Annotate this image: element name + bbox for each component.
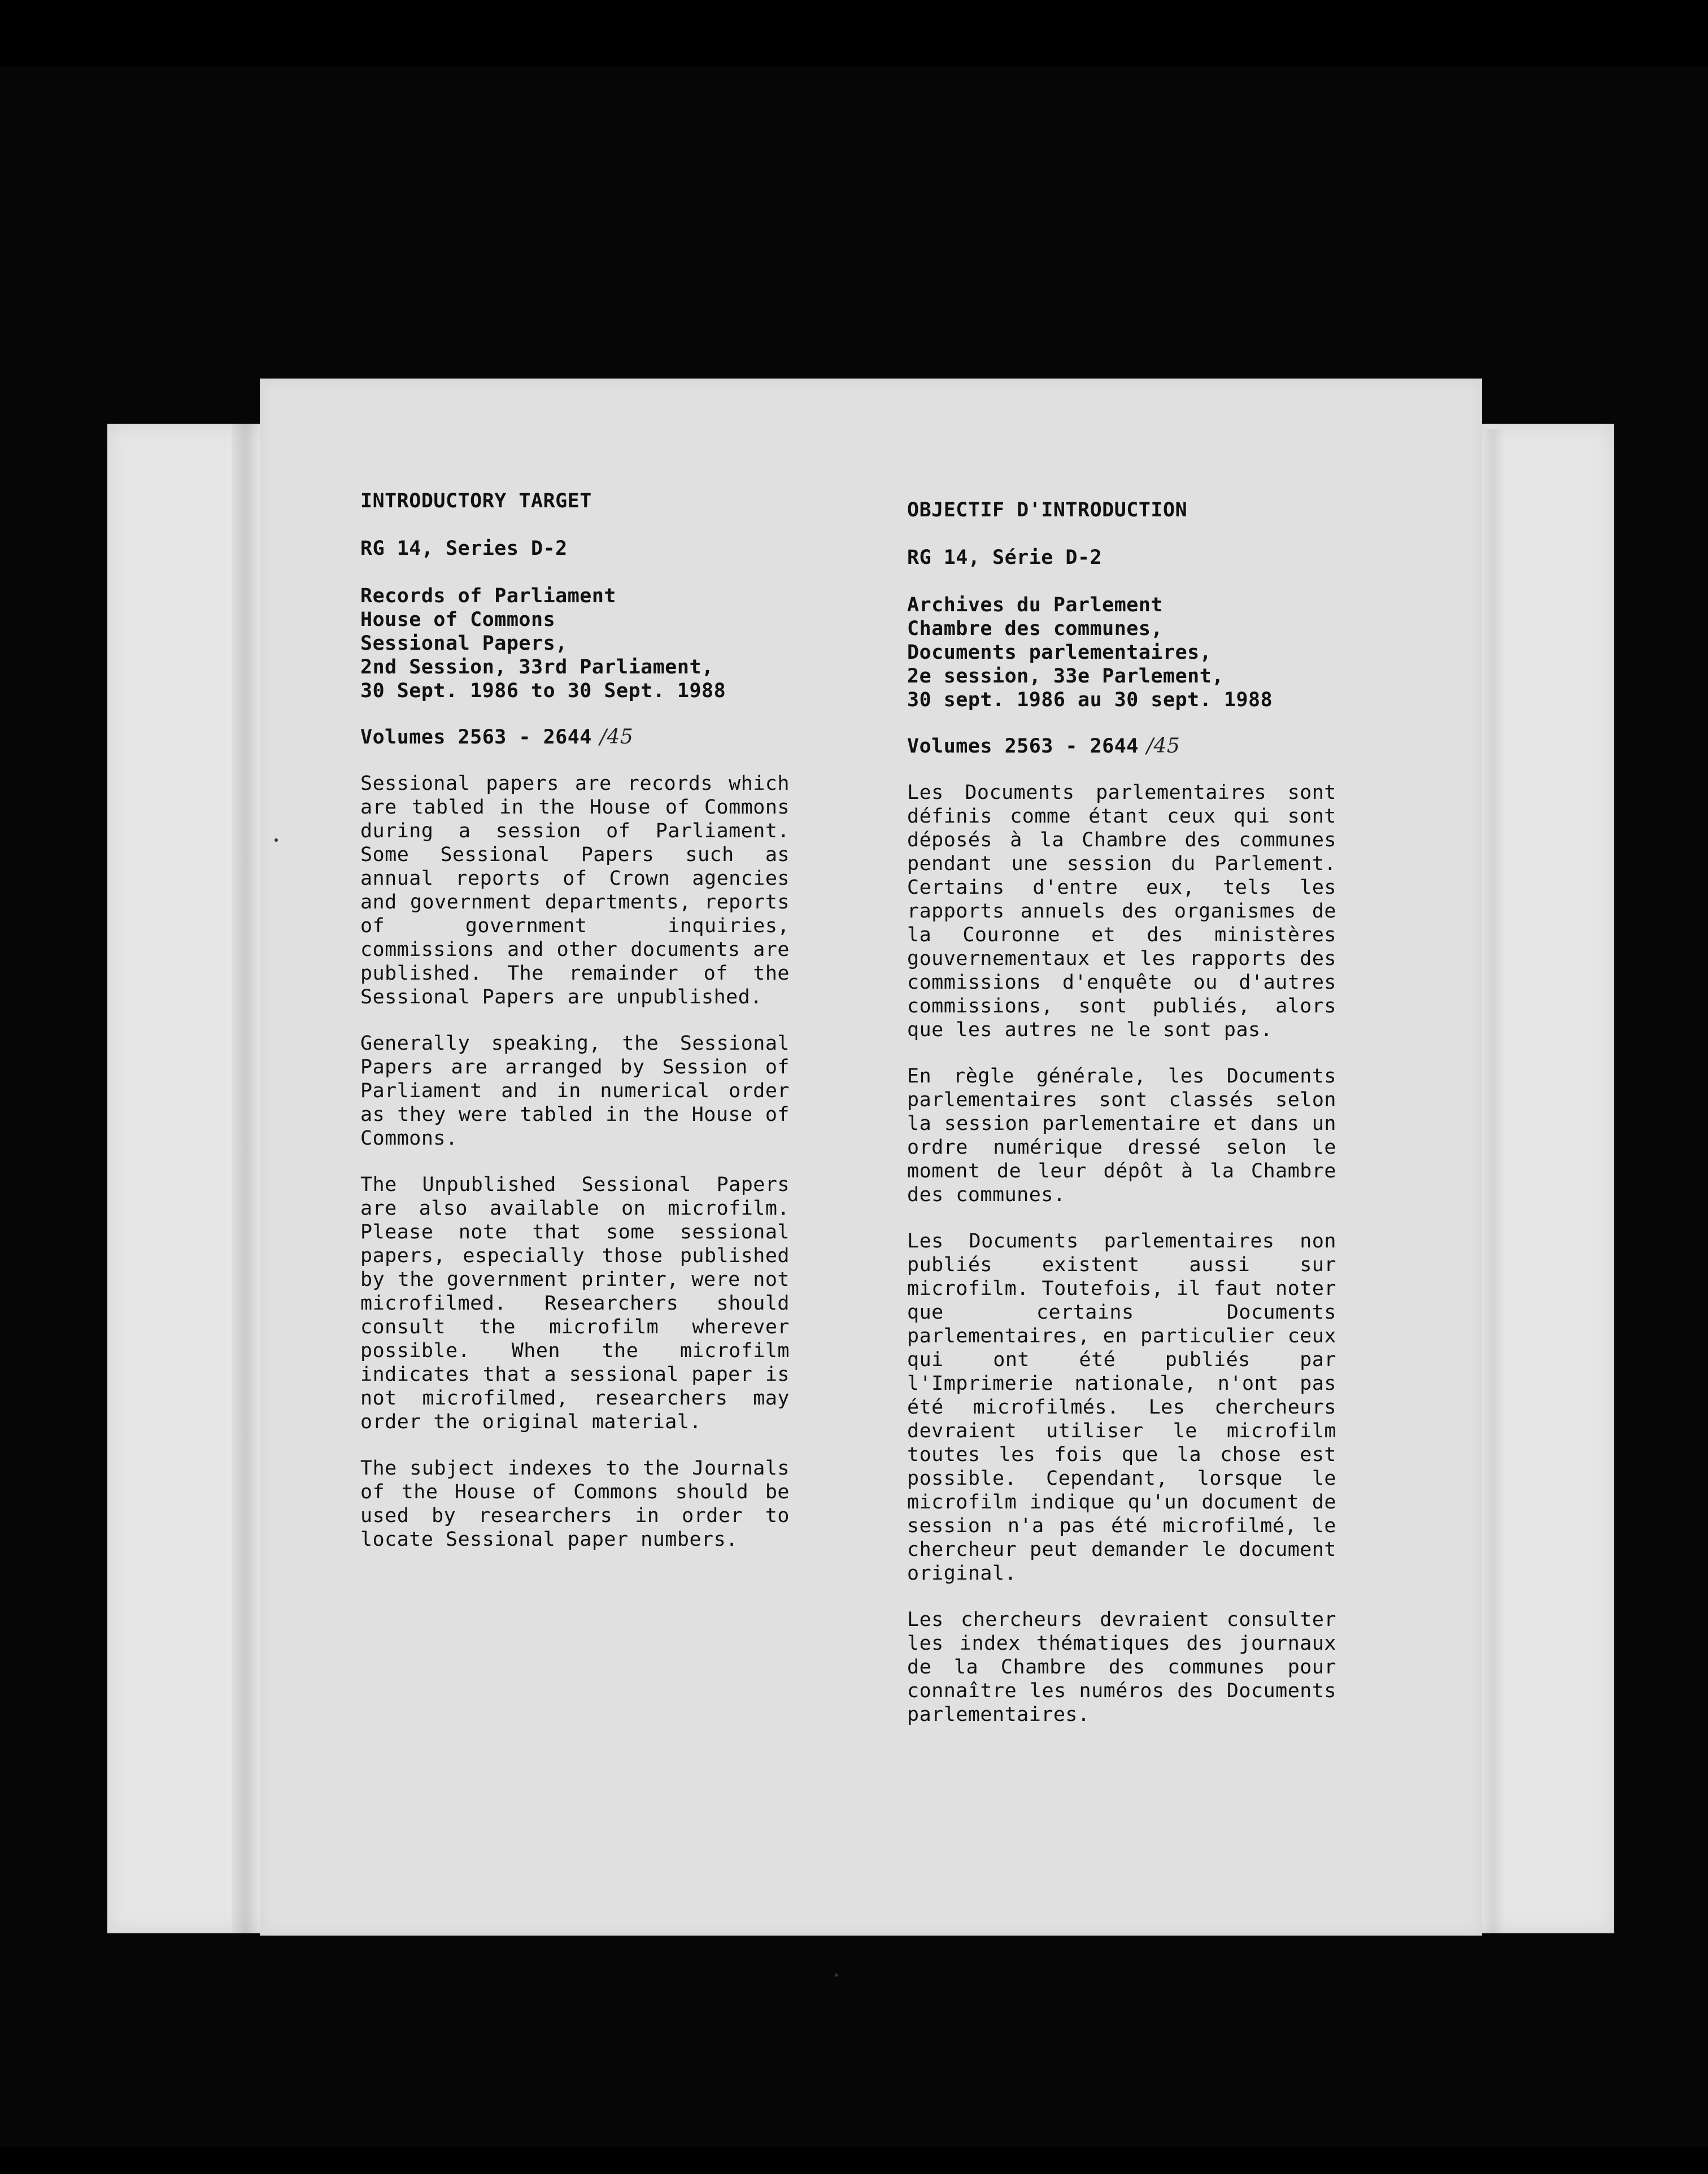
english-paragraph-3: The Unpublished Sessional Papers are also available on microfilm. Please note that some sessional papers, especially those published by the government printer, were not microfilmed. Researchers should consult the microfilm wherever possible. When the microfilm indicates that a sessional paper is not microfilmed, researchers may order the original material.	[360, 1173, 790, 1433]
french-paragraph-1: Les Documents parlementaires sont définis comme étant ceux qui sont déposés à la Chambre des communes pendant une session du Parlement. Certains d'entre eux, tels les rapports annuels des organismes de la Couronne et des ministères gouvernementaux et les rapports des commissions d'enquête ou d'autres commissions, sont publiés, alors que les autres ne le sont pas.	[907, 781, 1336, 1041]
english-volumes-line	[360, 725, 790, 749]
french-paragraph-2: En règle générale, les Documents parlementaires sont classés selon la session parlementaire et dans un ordre numérique dressé selon le moment de leur dépôt à la Chambre des communes.	[907, 1065, 1336, 1206]
french-title: OBJECTIF D'INTRODUCTION	[907, 499, 1188, 521]
english-series: RG 14, Series D-2	[360, 537, 568, 560]
english-column	[360, 489, 790, 1551]
english-volumes: Volumes 2563 - 2644	[360, 726, 592, 749]
french-volumes-handwritten: /45	[1146, 734, 1180, 758]
english-description: Records of Parliament House of Commons Sessional Papers, 2nd Session, 33rd Parliament, 30 Sept. 1986 to 30 Sept. 1988	[360, 585, 726, 702]
sheet-edge-shadow-left	[232, 424, 260, 1933]
english-paragraph-2: Generally speaking, the Sessional Papers are arranged by Session of Parliament and in numerical order as they were tabled in the House of Commons.	[360, 1032, 790, 1150]
sheet-edge-shadow-right	[1482, 429, 1505, 1933]
english-paragraph-4: The subject indexes to the Journals of the House of Commons should be used by researchers in order to locate Sessional paper numbers.	[360, 1457, 790, 1551]
french-column	[907, 498, 1336, 1727]
dust-speck	[835, 1973, 838, 1977]
dust-speck	[274, 838, 278, 842]
english-title: INTRODUCTORY TARGET	[360, 490, 592, 512]
english-paragraph-1: Sessional papers are records which are tabled in the House of Commons during a session of Parliament. Some Sessional Papers such as annual reports of Crown agencies and government departments, reports of government inquiries, commissions and other documents are published. The remainder of the Sessional Papers are unpublished.	[360, 772, 790, 1008]
french-description: Archives du Parlement Chambre des communes, Documents parlementaires, 2e session, 33e Parlement, 30 sept. 1986 au 30 sept. 1988	[907, 594, 1273, 711]
french-paragraph-4: Les chercheurs devraient consulter les index thématiques des journaux de la Chambre des communes pour connaître les numéros des Documents parlementaires.	[907, 1608, 1336, 1726]
french-paragraph-3: Les Documents parlementaires non publiés existent aussi sur microfilm. Toutefois, il faut noter que certains Documents parlementaires, en particulier ceux qui ont été publiés par l'Imprimerie nationale, n'ont pas été microfilmés. Les chercheurs devraient utiliser le microfilm toutes les fois que la chose est possible. Cependant, lorsque le microfilm indique qu'un document de session n'a pas été microfilmé, le chercheur peut demander le document original.	[907, 1230, 1336, 1585]
french-volumes-line	[907, 734, 1336, 758]
english-volumes-handwritten: /45	[599, 725, 634, 749]
film-edge-top	[0, 0, 1708, 67]
french-series: RG 14, Série D-2	[907, 546, 1103, 569]
french-volumes: Volumes 2563 - 2644	[907, 735, 1139, 758]
film-edge-bottom	[0, 2147, 1708, 2174]
